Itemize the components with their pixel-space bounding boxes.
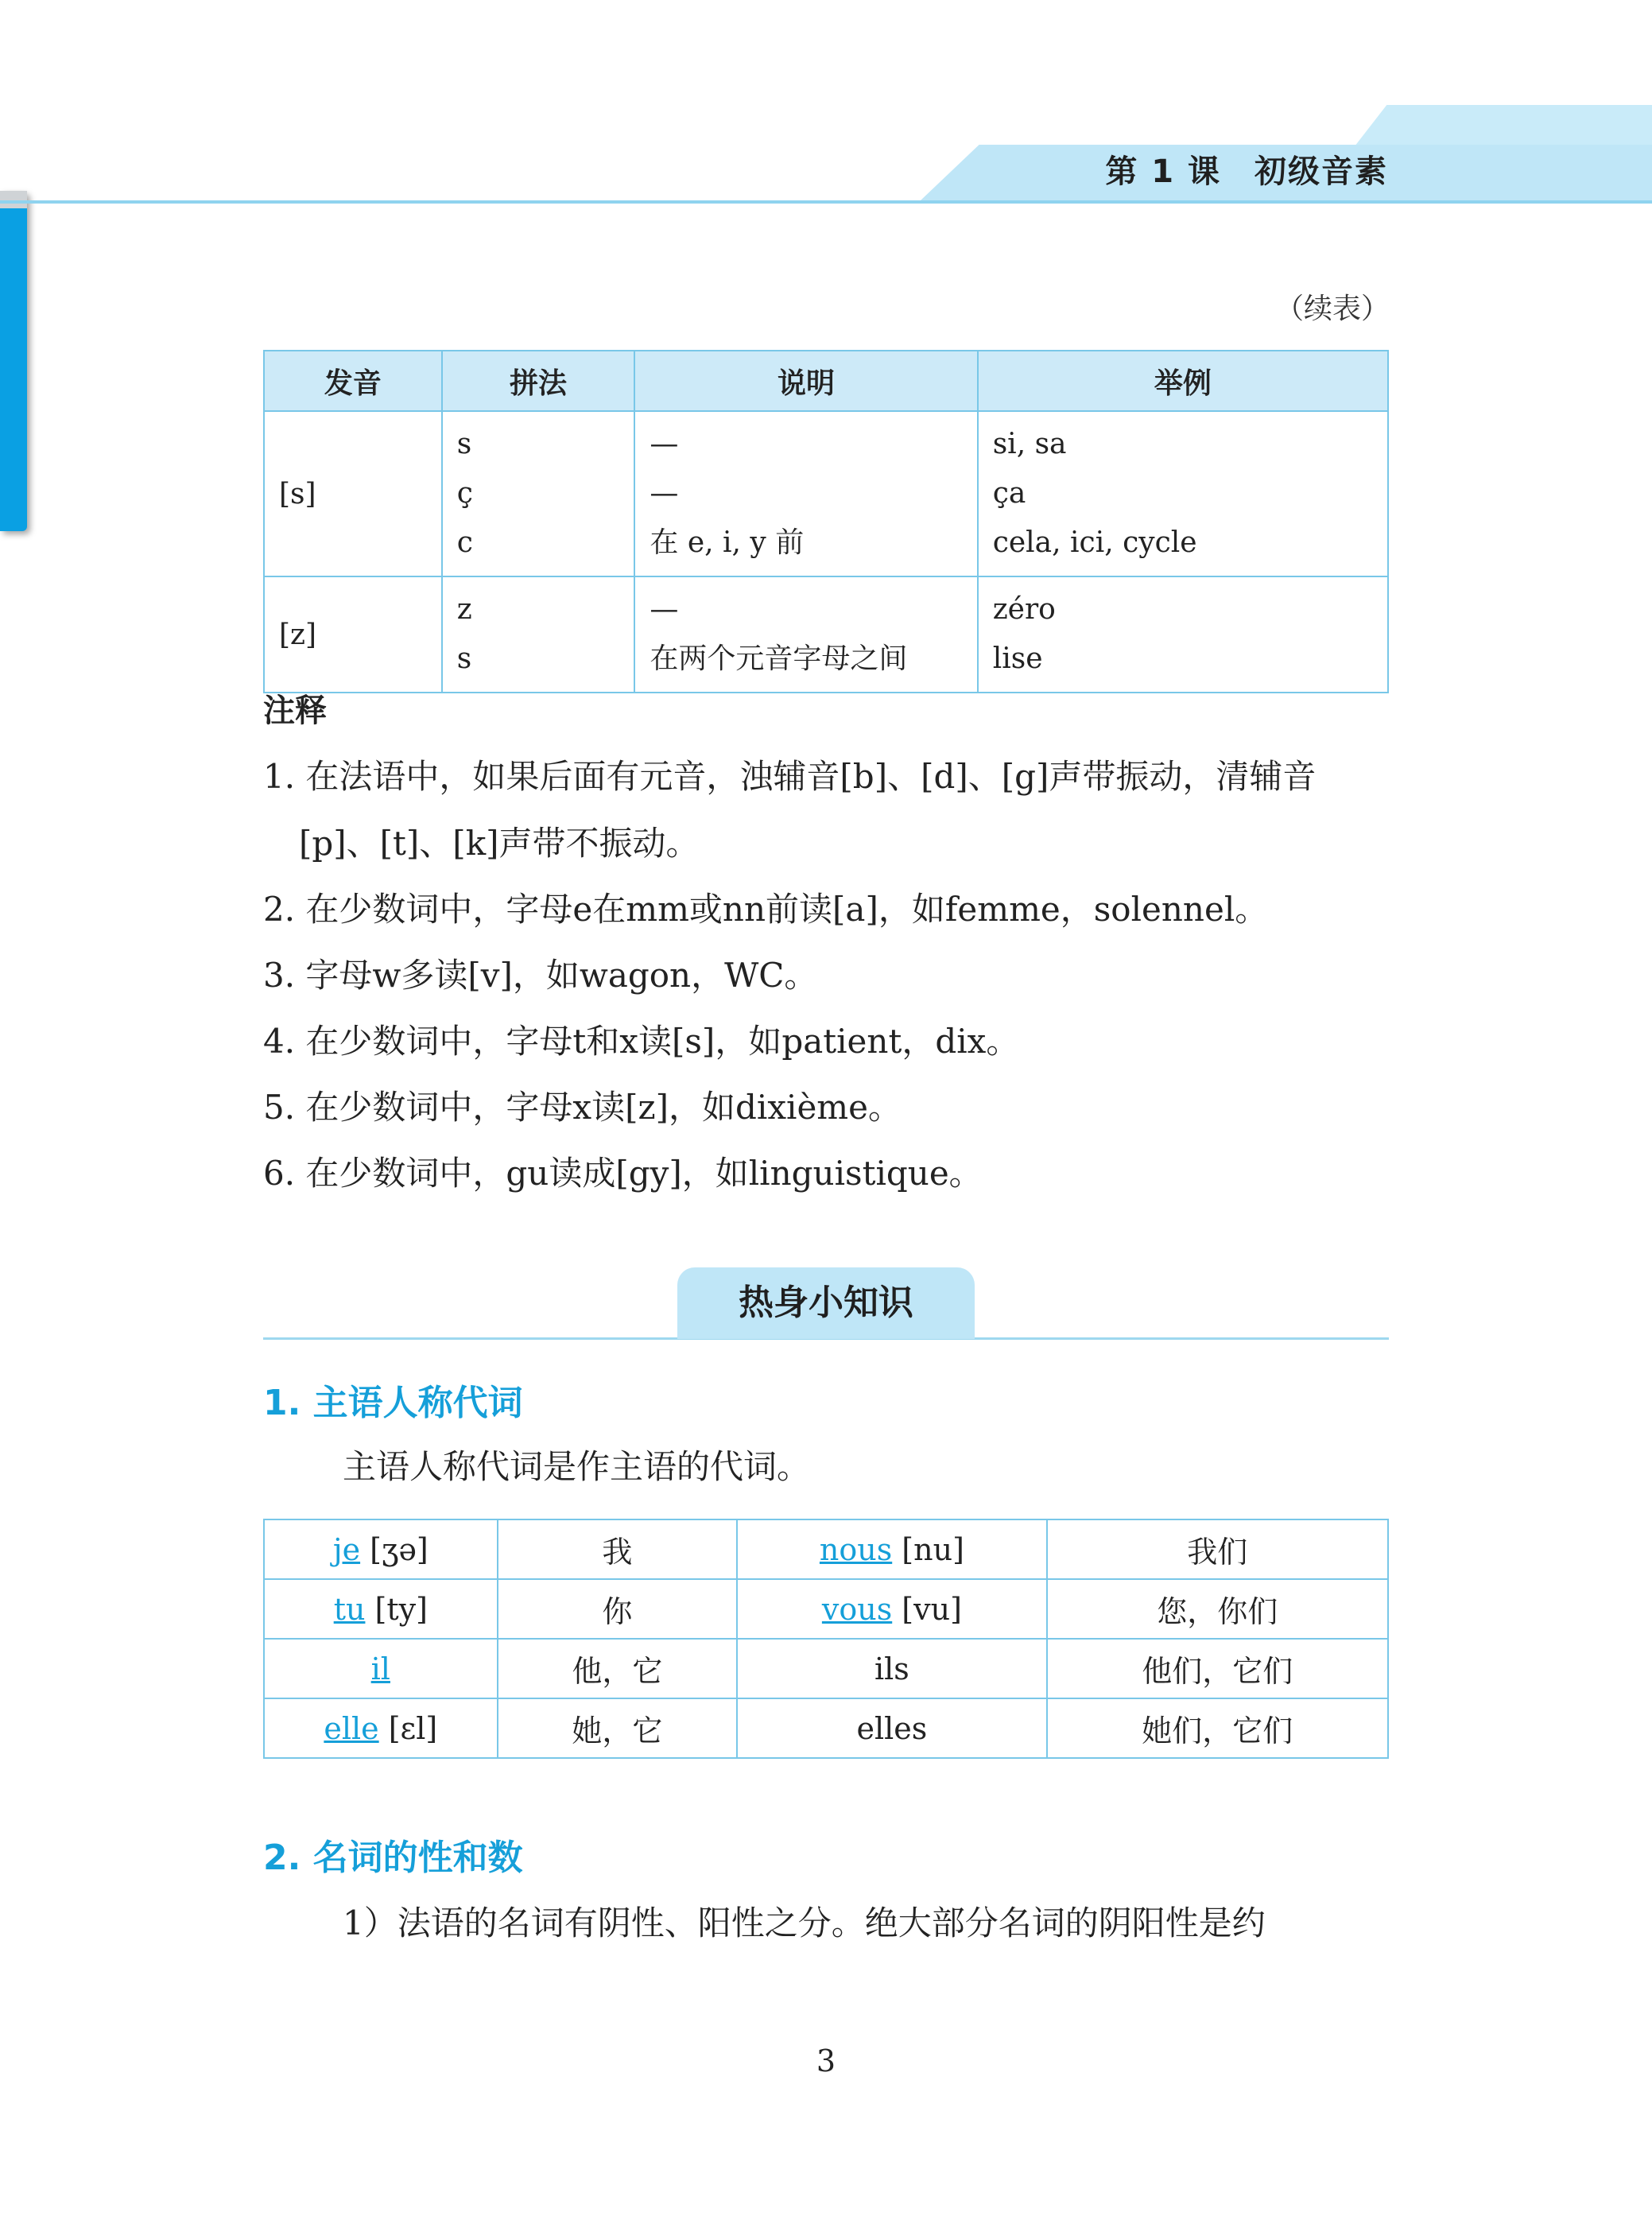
- meaning-cell: 我们: [1047, 1519, 1388, 1579]
- pronoun-text: elles: [856, 1710, 928, 1746]
- phonetic: [ʒə]: [360, 1531, 429, 1567]
- pronoun-cell: [264, 1698, 498, 1758]
- table-row: [264, 1519, 1388, 1579]
- table-row: [264, 1698, 1388, 1758]
- spelling-cell: [442, 576, 635, 693]
- explanation: —: [650, 593, 679, 626]
- pronoun-text: ils: [874, 1651, 909, 1686]
- header-example: 举例: [978, 351, 1388, 411]
- sound-cell: [s]: [264, 411, 442, 576]
- explanation: 在 e, i, y 前: [650, 526, 805, 559]
- table-header-row: [264, 351, 1388, 411]
- spelling: c: [456, 526, 473, 559]
- note-item: 1. 在法语中，如果后面有元音，浊辅音[b]、[d]、[g]声带振动，清辅音: [263, 757, 1317, 796]
- sound-cell: [z]: [264, 576, 442, 693]
- example-cell: [978, 411, 1388, 576]
- explanation-cell: [634, 576, 977, 693]
- meaning-cell: 我: [498, 1519, 738, 1579]
- example: lise: [992, 642, 1043, 675]
- spelling: ç: [456, 477, 473, 510]
- note-item: 6. 在少数词中，gu读成[gy]，如linguistique。: [263, 1154, 983, 1193]
- continued-label: （续表）: [1274, 293, 1390, 325]
- header-rule: [0, 200, 1652, 204]
- note-item: 4. 在少数词中，字母t和x读[s]，如patient，dix。: [263, 1022, 1020, 1061]
- pronoun-link[interactable]: nous: [819, 1531, 893, 1567]
- spelling: z: [456, 593, 472, 626]
- explanation: —: [650, 477, 679, 510]
- example: si, sa: [992, 428, 1067, 460]
- notes-title: 注释: [263, 693, 327, 729]
- header-spelling: 拼法: [442, 351, 635, 411]
- phonetic: [nu]: [892, 1531, 964, 1567]
- pronoun-link[interactable]: tu: [333, 1591, 366, 1627]
- section2-paragraph: 1）法语的名词有阴性、阳性之分。绝大部分名词的阴阳性是约: [343, 1904, 1266, 1942]
- pronoun-link[interactable]: je: [332, 1531, 361, 1567]
- side-tab-marker: [0, 191, 27, 531]
- meaning-cell: 您，你们: [1047, 1579, 1388, 1639]
- page-number: 3: [816, 2043, 836, 2078]
- meaning-cell: 她，它: [498, 1698, 738, 1758]
- section2-title: 2. 名词的性和数: [263, 1838, 523, 1878]
- pronoun-link[interactable]: vous: [821, 1591, 893, 1627]
- pronoun-table: [263, 1519, 1389, 1759]
- explanation-cell: [634, 411, 977, 576]
- pronoun-link[interactable]: il: [370, 1651, 390, 1686]
- example-cell: [978, 576, 1388, 693]
- pronoun-link[interactable]: elle: [324, 1710, 379, 1746]
- note-item: 2. 在少数词中，字母e在mm或nn前读[a]，如femme，solennel。: [263, 890, 1269, 929]
- example: zéro: [992, 593, 1056, 626]
- pronoun-cell: [264, 1579, 498, 1639]
- table-row: [264, 411, 1388, 576]
- header-explanation: 说明: [634, 351, 977, 411]
- example: cela, ici, cycle: [992, 526, 1197, 559]
- pronoun-cell: [737, 1519, 1046, 1579]
- pronunciation-table: [263, 350, 1389, 693]
- spelling-cell: [442, 411, 635, 576]
- phonetic: [ɛl]: [378, 1710, 438, 1746]
- note-item-continued: [p]、[t]、[k]声带不振动。: [299, 824, 700, 863]
- pronoun-cell: [737, 1639, 1046, 1698]
- table-row: [264, 1639, 1388, 1698]
- explanation: —: [650, 428, 679, 460]
- section1-intro: 主语人称代词是作主语的代词。: [343, 1447, 811, 1486]
- meaning-cell: 他们，它们: [1047, 1639, 1388, 1698]
- spelling: s: [456, 428, 472, 460]
- spelling: s: [456, 642, 472, 675]
- section1-title: 1. 主语人称代词: [263, 1383, 523, 1423]
- note-item: 3. 字母w多读[v]，如wagon，WC。: [263, 956, 818, 995]
- meaning-cell: 她们，它们: [1047, 1698, 1388, 1758]
- meaning-cell: 你: [498, 1579, 738, 1639]
- phonetic: [vu]: [892, 1591, 962, 1627]
- side-tab-marker-cap: [0, 191, 27, 208]
- header-pronunciation: 发音: [264, 351, 442, 411]
- meaning-cell: 他，它: [498, 1639, 738, 1698]
- table-row: [264, 576, 1388, 693]
- explanation: 在两个元音字母之间: [650, 642, 908, 675]
- section-banner: 热身小知识: [677, 1267, 975, 1339]
- pronoun-cell: [737, 1698, 1046, 1758]
- pronoun-cell: [264, 1519, 498, 1579]
- example: ça: [992, 477, 1026, 510]
- chapter-title: 第 1 课 初级音素: [1105, 153, 1388, 190]
- phonetic: [ty]: [365, 1591, 428, 1627]
- table-row: [264, 1579, 1388, 1639]
- pronoun-cell: [264, 1639, 498, 1698]
- note-item: 5. 在少数词中，字母x读[z]，如dixième。: [263, 1088, 902, 1127]
- pronoun-cell: [737, 1579, 1046, 1639]
